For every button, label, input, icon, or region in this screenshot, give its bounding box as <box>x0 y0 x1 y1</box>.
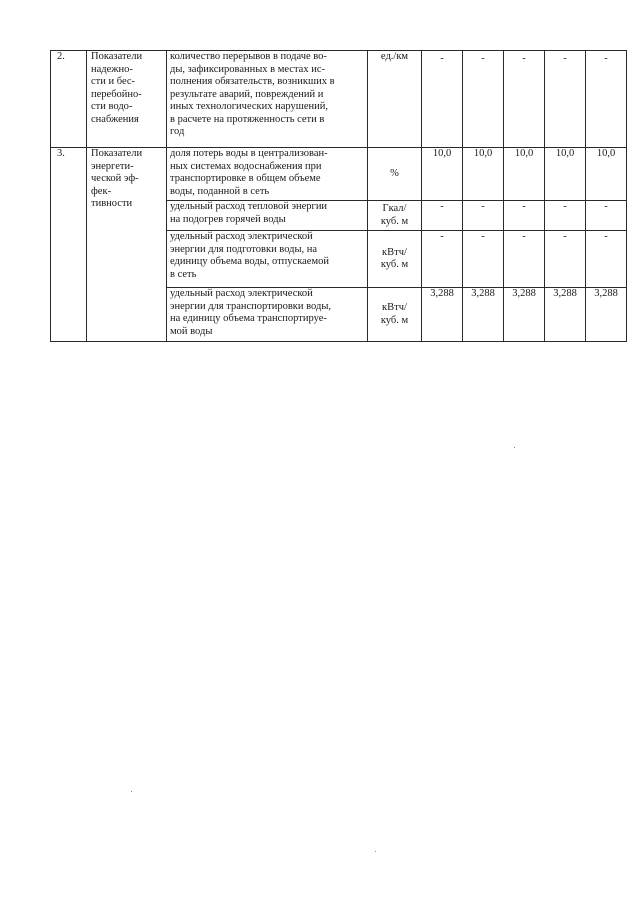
value-cell: 10,0 <box>586 148 627 201</box>
indicator-unit: % <box>368 148 422 201</box>
indicator-unit: Гкал/ куб. м <box>368 201 422 231</box>
value-cell: - <box>586 51 627 148</box>
value-cell: - <box>586 201 627 231</box>
value-cell: - <box>545 231 586 288</box>
indicator-description: удельный расход тепловой энергии на подогрев горячей воды <box>167 201 368 231</box>
value-cell: - <box>504 231 545 288</box>
indicator-description: удельный расход электрической энергии для транспортировки воды, на единицу объема транспортируе- мой воды <box>167 288 368 342</box>
table-row <box>51 51 627 148</box>
row-number: 3. <box>51 148 87 342</box>
indicator-unit: кВтч/ куб. м <box>368 288 422 342</box>
indicator-description: доля потерь воды в централизован- ных системах водоснабжения при транспортировке в общем объеме воды, поданной в сеть <box>167 148 368 201</box>
value-cell: - <box>463 231 504 288</box>
indicator-unit: кВтч/ куб. м <box>368 231 422 288</box>
value-cell: 10,0 <box>504 148 545 201</box>
value-cell: - <box>586 231 627 288</box>
scan-speck <box>131 791 132 792</box>
indicator-category: Показатели надежно- сти и бес- перебойно- сти водо- снабжения <box>87 51 167 148</box>
scan-speck <box>514 447 515 448</box>
row-number: 2. <box>51 51 87 148</box>
value-cell: - <box>463 201 504 231</box>
indicators-table <box>50 50 627 342</box>
indicator-unit: ед./км <box>368 51 422 148</box>
value-cell: - <box>504 51 545 148</box>
scan-speck <box>375 851 376 852</box>
value-cell: - <box>422 201 463 231</box>
indicator-description: удельный расход электрической энергии для подготовки воды, на единицу объема воды, отпускаемой в сеть <box>167 231 368 288</box>
value-cell: 10,0 <box>422 148 463 201</box>
value-cell: - <box>504 201 545 231</box>
value-cell: 10,0 <box>463 148 504 201</box>
indicator-category: Показатели энергети- ческой эф- фек- тивности <box>87 148 167 342</box>
value-cell: 3,288 <box>504 288 545 342</box>
indicator-description: количество перерывов в подаче во- ды, зафиксированных в местах ис- полнения обязательств, возникших в результате аварий, повреждений и иных технологических нарушений, в расчете на протяженность сети в год <box>167 51 368 148</box>
value-cell: - <box>422 231 463 288</box>
table-row <box>51 148 627 201</box>
value-cell: 3,288 <box>545 288 586 342</box>
value-cell: - <box>422 51 463 148</box>
value-cell: 3,288 <box>586 288 627 342</box>
value-cell: - <box>545 51 586 148</box>
value-cell: 3,288 <box>422 288 463 342</box>
value-cell: - <box>463 51 504 148</box>
value-cell: - <box>545 201 586 231</box>
value-cell: 3,288 <box>463 288 504 342</box>
value-cell: 10,0 <box>545 148 586 201</box>
